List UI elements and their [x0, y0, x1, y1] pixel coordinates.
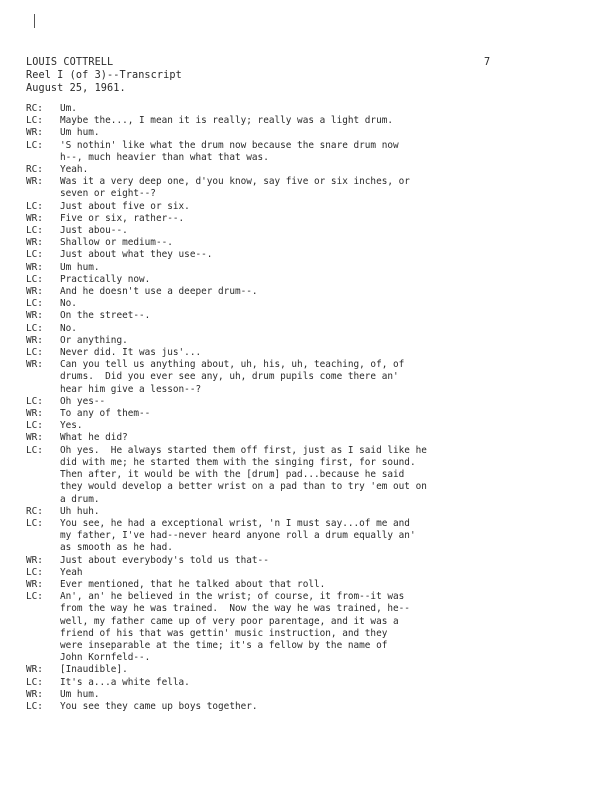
dialogue-text — [60, 347, 596, 359]
speaker-label: WR: — [26, 310, 43, 322]
dialogue-text — [60, 689, 596, 701]
dialogue-line: Um hum. — [60, 688, 100, 700]
dialogue-entry — [26, 396, 596, 408]
dialogue-line: 'S nothin' like what the drum now because the snare drum now — [60, 139, 399, 151]
dialogue-line: did with me; he started them with the singing first, for sound. — [60, 456, 416, 468]
speaker-label: WR: — [26, 688, 43, 700]
dialogue-entry — [26, 176, 596, 200]
dialogue-line: Shallow or medium--. — [60, 237, 173, 249]
speaker-label: LC: — [26, 566, 43, 578]
dialogue-line: were inseparable at the time; it's a fellow by the name of — [60, 639, 388, 651]
dialogue-line: from the way he was trained. Now the way he was trained, he-- — [60, 603, 410, 615]
dialogue-line: John Kornfeld--. — [60, 652, 151, 664]
dialogue-text — [60, 274, 596, 286]
dialogue-text — [60, 432, 596, 444]
dialogue-line: Never did. It was jus'... — [60, 347, 202, 359]
transcript-header — [26, 56, 182, 95]
page-number: 7 — [484, 57, 491, 68]
dialogue-line: [Inaudible]. — [60, 664, 128, 676]
dialogue-entry — [26, 310, 596, 322]
transcript-body — [26, 103, 596, 713]
dialogue-line: An', an' he believed in the wrist; of course, it from--it was — [60, 591, 405, 603]
speaker-label: LC: — [26, 420, 43, 432]
dialogue-text — [60, 176, 596, 200]
speaker-label: WR: — [26, 286, 43, 298]
speaker-label: LC: — [26, 115, 43, 127]
dialogue-entry — [26, 237, 596, 249]
speaker-label: LC: — [26, 139, 43, 151]
dialogue-text — [60, 249, 596, 261]
dialogue-line: Yeah — [60, 566, 83, 578]
dialogue-line: a drum. — [60, 493, 100, 505]
dialogue-text — [60, 225, 596, 237]
dialogue-line: h--, much heavier than what that was. — [60, 151, 269, 163]
dialogue-entry — [26, 249, 596, 261]
dialogue-line: as smooth as he had. — [60, 542, 173, 554]
dialogue-line: Or anything. — [60, 334, 128, 346]
dialogue-entry — [26, 140, 596, 164]
dialogue-text — [60, 213, 596, 225]
dialogue-text — [60, 591, 596, 664]
dialogue-line: And he doesn't use a deeper drum--. — [60, 286, 258, 298]
dialogue-text — [60, 140, 596, 164]
dialogue-line: Um. — [60, 103, 77, 114]
header-name: LOUIS COTTRELL — [26, 57, 114, 68]
dialogue-line: my father, I've had--never heard anyone roll a drum equally an' — [60, 530, 416, 542]
dialogue-entry — [26, 432, 596, 444]
dialogue-line: Oh yes-- — [60, 395, 106, 407]
speaker-label: LC: — [26, 273, 43, 285]
speaker-label: WR: — [26, 408, 43, 420]
dialogue-line: It's a...a white fella. — [60, 676, 190, 688]
dialogue-line: Can you tell us anything about, uh, his, uh, teaching, of, of — [60, 359, 405, 371]
speaker-label: WR: — [26, 261, 43, 273]
dialogue-entry — [26, 579, 596, 591]
dialogue-entry — [26, 408, 596, 420]
speaker-label: WR: — [26, 359, 43, 371]
dialogue-text — [60, 298, 596, 310]
dialogue-line: drums. Did you ever see any, uh, drum pupils come there an' — [60, 371, 399, 383]
dialogue-text — [60, 115, 596, 127]
speaker-label: LC: — [26, 249, 43, 261]
dialogue-text — [60, 323, 596, 335]
dialogue-line: Oh yes. He always started them off first, just as I said like he — [60, 444, 427, 456]
dialogue-text — [60, 310, 596, 322]
dialogue-entry — [26, 127, 596, 139]
dialogue-line: On the street--. — [60, 310, 151, 322]
speaker-label: LC: — [26, 347, 43, 359]
speaker-label: RC: — [26, 164, 43, 176]
dialogue-line: Maybe the..., I mean it is really; really was a light drum. — [60, 115, 394, 127]
dialogue-line: Just about everybody's told us that-- — [60, 554, 269, 566]
dialogue-line: You see, he had a exceptional wrist, 'n I must say...of me and — [60, 517, 410, 529]
speaker-label: LC: — [26, 225, 43, 237]
header-reel: Reel I (of 3)--Transcript — [26, 70, 182, 81]
dialogue-text — [60, 335, 596, 347]
dialogue-entry — [26, 335, 596, 347]
dialogue-text — [60, 506, 596, 518]
dialogue-entry — [26, 213, 596, 225]
speaker-label: WR: — [26, 334, 43, 346]
speaker-label: WR: — [26, 127, 43, 139]
dialogue-line: Yes. — [60, 420, 83, 432]
dialogue-text — [60, 701, 596, 713]
dialogue-line: Ever mentioned, that he talked about that roll. — [60, 578, 326, 590]
dialogue-entry — [26, 567, 596, 579]
dialogue-line: well, my father came up of very poor parentage, and it was a — [60, 615, 399, 627]
dialogue-line: seven or eight--? — [60, 188, 156, 200]
dialogue-entry — [26, 664, 596, 676]
dialogue-line: You see they came up boys together. — [60, 700, 258, 712]
speaker-label: LC: — [26, 200, 43, 212]
dialogue-text — [60, 518, 596, 555]
dialogue-line: What he did? — [60, 432, 128, 444]
dialogue-line: Was it a very deep one, d'you know, say five or six inches, or — [60, 176, 410, 188]
dialogue-line: No. — [60, 298, 77, 310]
header-date: August 25, 1961. — [26, 83, 126, 94]
speaker-label: WR: — [26, 176, 43, 188]
dialogue-line: Um hum. — [60, 127, 100, 139]
dialogue-entry — [26, 286, 596, 298]
speaker-label: LC: — [26, 444, 43, 456]
dialogue-entry — [26, 274, 596, 286]
dialogue-entry — [26, 103, 596, 115]
dialogue-text — [60, 420, 596, 432]
dialogue-entry — [26, 359, 596, 396]
dialogue-entry — [26, 225, 596, 237]
speaker-label: WR: — [26, 212, 43, 224]
dialogue-line: No. — [60, 322, 77, 334]
dialogue-text — [60, 555, 596, 567]
dialogue-entry — [26, 347, 596, 359]
dialogue-line: Five or six, rather--. — [60, 212, 185, 224]
dialogue-entry — [26, 445, 596, 506]
dialogue-line: To any of them-- — [60, 408, 151, 420]
dialogue-text — [60, 201, 596, 213]
dialogue-text — [60, 567, 596, 579]
margin-tick-mark — [34, 14, 35, 28]
speaker-label: WR: — [26, 664, 43, 676]
dialogue-text — [60, 677, 596, 689]
dialogue-entry — [26, 164, 596, 176]
speaker-label: LC: — [26, 591, 43, 603]
dialogue-line: Uh huh. — [60, 505, 100, 517]
dialogue-text — [60, 164, 596, 176]
dialogue-text — [60, 262, 596, 274]
speaker-label: WR: — [26, 554, 43, 566]
dialogue-text — [60, 103, 596, 115]
dialogue-text — [60, 127, 596, 139]
dialogue-entry — [26, 677, 596, 689]
dialogue-line: Just abou--. — [60, 225, 128, 237]
dialogue-entry — [26, 420, 596, 432]
dialogue-text — [60, 359, 596, 396]
dialogue-entry — [26, 506, 596, 518]
dialogue-entry — [26, 518, 596, 555]
dialogue-line: Just about five or six. — [60, 200, 190, 212]
dialogue-entry — [26, 298, 596, 310]
speaker-label: RC: — [26, 505, 43, 517]
dialogue-line: Just about what they use--. — [60, 249, 213, 261]
dialogue-text — [60, 396, 596, 408]
dialogue-line: Yeah. — [60, 164, 89, 176]
speaker-label: LC: — [26, 676, 43, 688]
speaker-label: WR: — [26, 578, 43, 590]
speaker-label: WR: — [26, 432, 43, 444]
dialogue-entry — [26, 323, 596, 335]
dialogue-entry — [26, 689, 596, 701]
dialogue-line: hear him give a lesson--? — [60, 383, 202, 395]
dialogue-text — [60, 237, 596, 249]
speaker-label: LC: — [26, 517, 43, 529]
dialogue-entry — [26, 115, 596, 127]
dialogue-line: Then after, it would be with the [drum] pad...because he said — [60, 469, 405, 481]
speaker-label: RC: — [26, 103, 43, 114]
speaker-label: LC: — [26, 298, 43, 310]
dialogue-line: Um hum. — [60, 261, 100, 273]
speaker-label: LC: — [26, 700, 43, 712]
dialogue-entry — [26, 701, 596, 713]
dialogue-text — [60, 445, 596, 506]
speaker-label: LC: — [26, 395, 43, 407]
dialogue-text — [60, 579, 596, 591]
dialogue-entry — [26, 555, 596, 567]
dialogue-entry — [26, 201, 596, 213]
dialogue-entry — [26, 591, 596, 664]
speaker-label: LC: — [26, 322, 43, 334]
dialogue-line: Practically now. — [60, 273, 151, 285]
dialogue-line: they would develop a better wrist on a pad than to try 'em out on — [60, 481, 427, 493]
dialogue-entry — [26, 262, 596, 274]
dialogue-text — [60, 408, 596, 420]
dialogue-line: friend of his that was gettin' music instruction, and they — [60, 627, 388, 639]
dialogue-text — [60, 664, 596, 676]
dialogue-text — [60, 286, 596, 298]
speaker-label: WR: — [26, 237, 43, 249]
